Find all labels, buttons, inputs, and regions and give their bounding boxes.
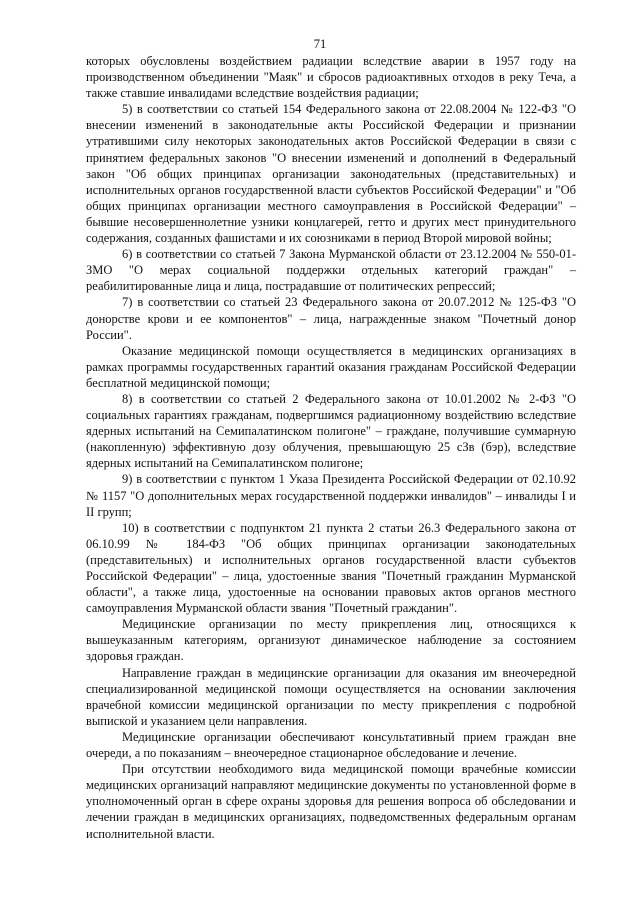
paragraph: 9) в соответствии с пунктом 1 Указа Президента Российской Федерации от 02.10.92 № 1157 "О дополнительных мерах государственной поддержки инвалидов" – инвалиды I и II групп; [86,472,576,519]
paragraph: Медицинские организации по месту прикрепления лиц, относящихся к вышеуказанным категориям, организуют динамическое наблюдение за состоянием здоровья граждан. [86,617,576,664]
paragraph: При отсутствии необходимого вида медицинской помощи врачебные комиссии медицинских организаций направляют медицинские документы по установленной форме в уполномоченный орган в сфере охраны здоровья для решения вопроса об обследовании и лечении граждан в медицинских организациях, подведомственных федеральным органам исполнительной власти. [86,762,576,841]
paragraph: 10) в соответствии с подпунктом 21 пункта 2 статьи 26.3 Федерального закона от 06.10.99 № 184-ФЗ "Об общих принципах организации законодательных (представительных) и исполнительных органов государственной власти субъектов Российской Федерации" – лица, удостоенные звания "Почетный гражданин Мурманской области", а также лица, удостоенные на основании правовых актов органов местного самоуправления Мурманской области звания "Почетный гражданин". [86,520,576,616]
paragraph: 8) в соответствии со статьей 2 Федерального закона от 10.01.2002 № 2-ФЗ "О социальных гарантиях гражданам, подвергшимся радиационному воздействию вследствие ядерных испытаний на Семипалатинском полигоне" – граждане, получившие суммарную (накопленную) эффективную дозу облучения, превышающую 25 сЗв (бэр), вследствие ядерных испытаний на Семипалатинском полигоне; [86,391,576,471]
paragraph: 5) в соответствии со статьей 154 Федерального закона от 22.08.2004 № 122-ФЗ "О внесении изменений в законодательные акты Российской Федерации и признании утратившими силу некоторых законодательных актов Российской Федерации в связи с принятием федеральных законов "О внесении изменений и дополнений в Федеральный закон "Об общих принципах организации законодательных (представительных) и исполнительных органов государственной власти субъектов Российской Федерации" и "Об общих принципах организации местного самоуправления в Российской Федерации" – бывшие несовершеннолетние узники концлагерей, гетто и других мест принудительного содержания, созданных фашистами и их союзниками в период Второй мировой войны; [86,102,576,246]
document-body [86,53,576,842]
paragraph: Направление граждан в медицинские организации для оказания им внеочередной специализированной медицинской помощи осуществляется на основании заключения врачебной комиссии медицинской организации по месту прикрепления с подробной выпиской и указанием цели направления. [86,665,576,728]
paragraph: Оказание медицинской помощи осуществляется в медицинских организациях в рамках программы государственных гарантий оказания гражданам Российской Федерации бесплатной медицинской помощи; [86,343,576,390]
paragraph: 7) в соответствии со статьей 23 Федерального закона от 20.07.2012 № 125-ФЗ "О донорстве крови и ее компонентов" – лица, награжденные знаком "Почетный донор России". [86,295,576,342]
page-number: 71 [313,37,327,51]
paragraph: 6) в соответствии со статьей 7 Закона Мурманской области от 23.12.2004 № 550-01-ЗМО "О мерах социальной поддержки отдельных категорий граждан" – реабилитированные лица и лица, пострадавшие от политических репрессий; [86,247,576,294]
paragraph: Медицинские организации обеспечивают консультативный прием граждан вне очереди, а по показаниям – внеочередное стационарное обследование и лечение. [86,729,576,761]
paragraph: которых обусловлены воздействием радиации вследствие аварии в 1957 году на производственном объединении "Маяк" и сбросов радиоактивных отходов в реку Теча, а также ставшие инвалидами вследствие воздействия радиации; [86,54,576,101]
